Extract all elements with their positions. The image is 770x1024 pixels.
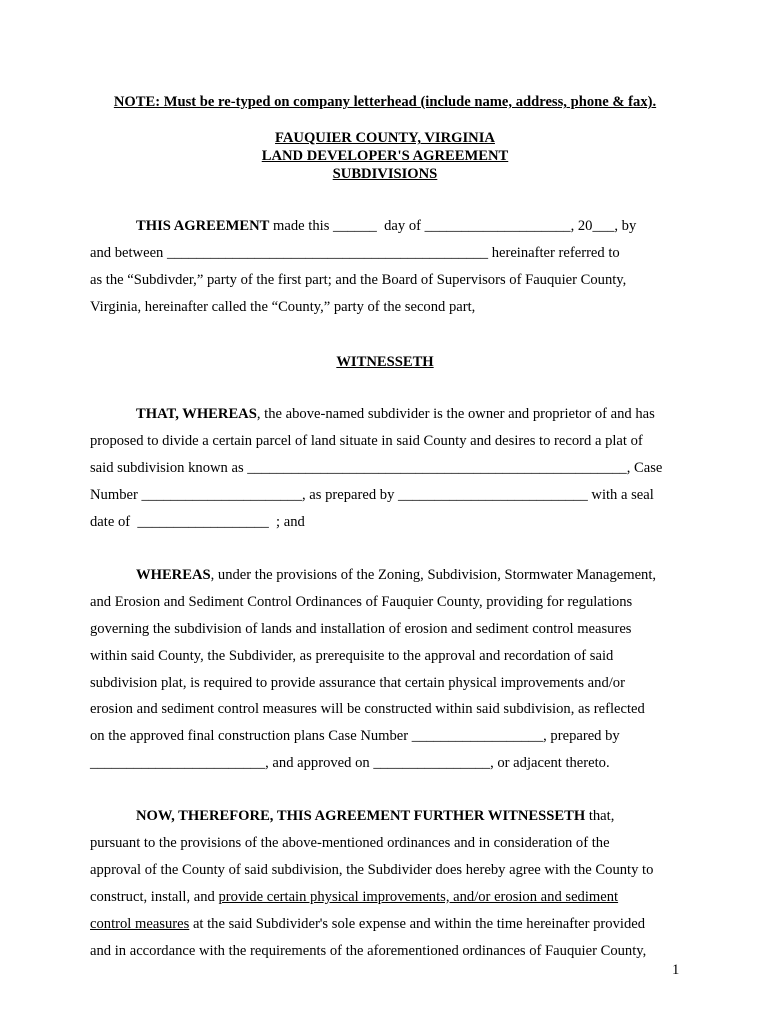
now-line-3: approval of the County of said subdivision, the Subdivider does hereby agree with the County to bbox=[90, 862, 654, 878]
whereas1-lead: THAT, WHEREAS bbox=[136, 406, 257, 422]
whereas2-line-8: ________________________, and approved on ________________, or adjacent thereto. bbox=[90, 755, 610, 771]
whereas1-line-3: said subdivision known as ____________________________________________________, Case bbox=[90, 460, 663, 476]
now-text-4a: construct, install, and bbox=[90, 889, 219, 905]
whereas2-line-4: within said County, the Subdivider, as prerequisite to the approval and recordation of said bbox=[90, 648, 614, 664]
page-number: 1 bbox=[672, 962, 680, 978]
whereas1-line-2: proposed to divide a certain parcel of land situate in said County and desires to record a plat of bbox=[90, 433, 643, 449]
now-line-4 bbox=[90, 889, 618, 906]
whereas1-text-1: , the above-named subdivider is the owner and proprietor of and has bbox=[256, 406, 655, 422]
whereas2-line-3: governing the subdivision of lands and installation of erosion and sediment control measures bbox=[90, 621, 632, 637]
title-subdivisions: SUBDIVISIONS bbox=[332, 166, 438, 182]
whereas2-line-7: on the approved final construction plans Case Number __________________, prepared by bbox=[90, 728, 620, 744]
intro-line-2: and between ____________________________________________ hereinafter referred to bbox=[90, 245, 620, 261]
whereas1-line-4: Number ______________________, as prepared by __________________________ with a seal bbox=[90, 487, 654, 503]
now-line-5 bbox=[90, 916, 645, 933]
retype-note: NOTE: Must be re-typed on company letterhead (include name, address, phone & fax). bbox=[113, 94, 657, 110]
intro-line-3: as the “Subdivder,” party of the first part; and the Board of Supervisors of Fauquier County, bbox=[90, 272, 627, 288]
whereas2-line-6: erosion and sediment control measures will be constructed within said subdivision, as reflected bbox=[90, 701, 645, 717]
whereas1-line-1 bbox=[136, 406, 655, 423]
now-line-2: pursuant to the provisions of the above-mentioned ordinances and in consideration of the bbox=[90, 835, 610, 851]
witnesseth-heading: WITNESSETH bbox=[336, 354, 434, 370]
now-underlined-4b: provide certain physical improvements, and/or erosion and sediment bbox=[218, 889, 619, 905]
now-text-1: that, bbox=[585, 808, 615, 824]
intro-line-4: Virginia, hereinafter called the “County,” party of the second part, bbox=[90, 299, 476, 315]
whereas2-line-1 bbox=[136, 567, 656, 584]
intro-text-1: made this ______ day of ____________________, 20___, by bbox=[269, 218, 637, 234]
whereas2-text-1: , under the provisions of the Zoning, Subdivision, Stormwater Management, bbox=[210, 567, 657, 583]
now-lead: NOW, THEREFORE, THIS AGREEMENT FURTHER WITNESSETH bbox=[136, 808, 586, 824]
now-text-5b: at the said Subdivider's sole expense and within the time hereinafter provided bbox=[189, 916, 646, 932]
title-county: FAUQUIER COUNTY, VIRGINIA bbox=[275, 130, 495, 146]
whereas2-line-5: subdivision plat, is required to provide assurance that certain physical improvements and/or bbox=[90, 675, 625, 691]
intro-line-1 bbox=[136, 218, 636, 235]
whereas2-lead: WHEREAS bbox=[136, 567, 211, 583]
title-agreement: LAND DEVELOPER'S AGREEMENT bbox=[261, 148, 509, 164]
whereas2-line-2: and Erosion and Sediment Control Ordinances of Fauquier County, providing for regulations bbox=[90, 594, 633, 610]
whereas1-line-5: date of __________________ ; and bbox=[90, 514, 305, 530]
now-line-6: and in accordance with the requirements of the aforementioned ordinances of Fauquier County, bbox=[90, 943, 647, 959]
intro-lead: THIS AGREEMENT bbox=[136, 218, 270, 234]
now-underlined-5a: control measures bbox=[90, 916, 190, 932]
now-line-1 bbox=[136, 808, 614, 825]
